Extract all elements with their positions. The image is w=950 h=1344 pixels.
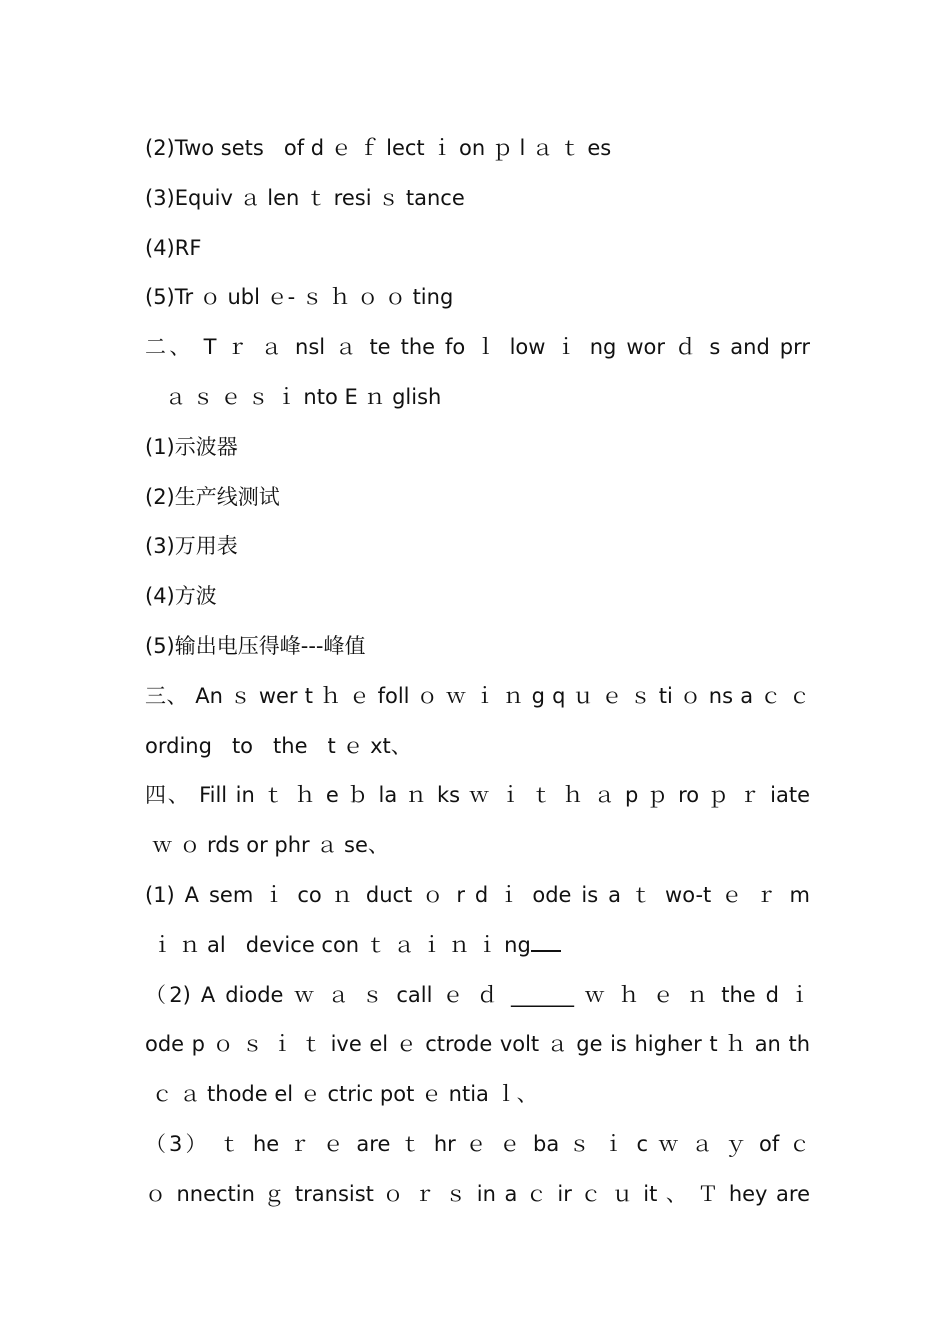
question-2-cont-2: ｃ ａ thode el ｅ ctric pot ｅ ntia ｌ、: [145, 1082, 538, 1107]
answer-blank: [531, 928, 561, 952]
text-line-10: (4)方波: [145, 584, 217, 609]
question-2-cont: ode p ｏ ｓ ｉ ｔ ive el ｅ ctrode volt ａ ge is higher t ｈ an th: [145, 1032, 810, 1057]
text-line-7: (1)示波器: [145, 434, 238, 459]
section-heading-4: 四、 Fill in ｔ ｈ e ｂ la ｎ ks ｗ ｉ ｔ ｈ ａ p ｐ ro ｐ ｒ iate: [145, 783, 810, 808]
text-line-2: (3)Equiv ａ len ｔ resi ｓ tance: [145, 185, 465, 210]
text-line-3: (4)RF: [145, 235, 202, 260]
question-3: （3） ｔ he ｒ ｅ are ｔ hr ｅ ｅ ba ｓ ｉ c ｗ ａ ｙ of ｃ: [145, 1131, 810, 1156]
section-heading-3-cont: ording to the t ｅ xt、: [145, 733, 412, 758]
text-line-9: (3)万用表: [145, 534, 238, 559]
question-3-cont: ｏ nnectin ｇ transist ｏ ｒ ｓ in a ｃ ir ｃ ｕ it 、 Ｔ hey are: [145, 1181, 810, 1206]
question-1-cont: [145, 925, 810, 975]
question-1: (1) A sem ｉ co ｎ duct ｏ r d ｉ ode is a ｔ wo-t ｅ ｒ m: [145, 882, 810, 907]
text-line-1: (2)Two sets of d ｅ ｆ lect ｉ on ｐ l ａ ｔ es: [145, 136, 612, 160]
section-heading-3: 三、 An ｓ wer t ｈ ｅ foll ｏ ｗ ｉ ｎ g q ｕ ｅ ｓ ti ｏ ns a ｃ ｃ: [145, 683, 810, 708]
document-body: [145, 128, 810, 1224]
section-heading-2: 二、 T ｒ ａ nsl ａ te the fo ｌ low ｉ ng wor ｄ s and prr: [145, 335, 810, 360]
text-line-11: (5)输出电压得峰---峰值: [145, 633, 366, 658]
question-1-cont-text: ｉ ｎ al device con ｔ ａ ｉ ｎ ｉ ng: [145, 932, 531, 957]
text-line-8: (2)生产线测试: [145, 484, 280, 509]
section-heading-4-cont: ｗ ｏ rds or phr ａ se、: [145, 833, 389, 858]
section-heading-2-cont: ａ ｓ ｅ ｓ ｉ nto E ｎ glish: [145, 384, 442, 409]
question-2: （2) A diode ｗ ａ ｓ call ｅ ｄ ______ ｗ ｈ ｅ ｎ the d ｉ: [145, 982, 810, 1007]
text-line-4: (5)Tr ｏ ubl ｅ- ｓ ｈ ｏ ｏ ting: [145, 285, 454, 310]
